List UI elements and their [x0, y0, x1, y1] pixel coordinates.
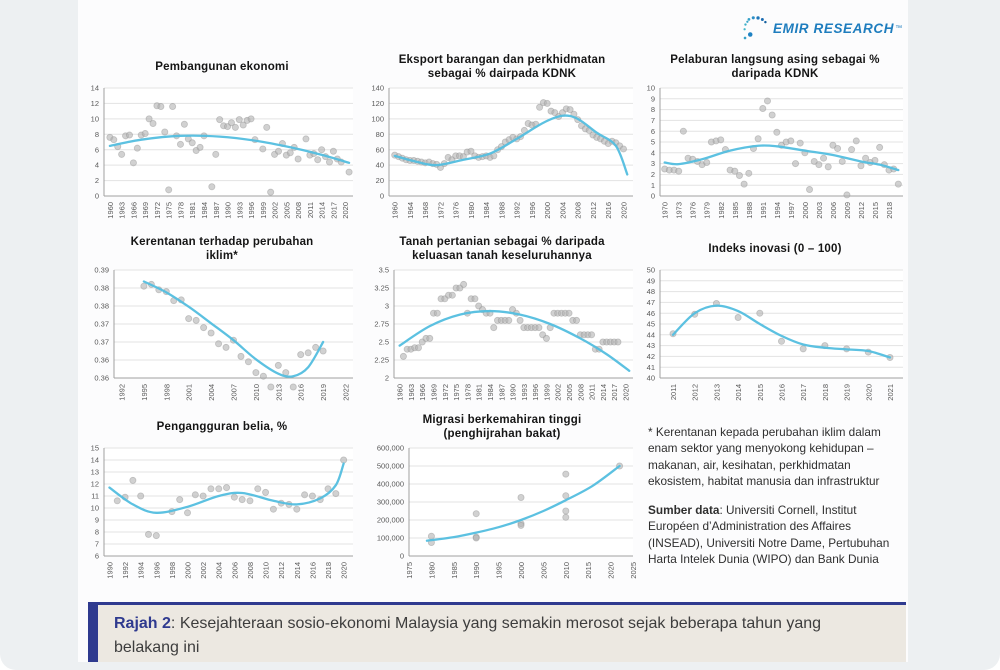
svg-text:600,000: 600,000 — [376, 444, 404, 453]
svg-text:2008: 2008 — [294, 202, 304, 219]
svg-text:1972: 1972 — [440, 384, 450, 401]
svg-text:2002: 2002 — [553, 384, 563, 401]
svg-text:2012: 2012 — [277, 562, 287, 579]
svg-text:42: 42 — [646, 352, 655, 361]
svg-text:0.38: 0.38 — [94, 283, 109, 293]
svg-text:2011: 2011 — [305, 202, 315, 219]
svg-text:2011: 2011 — [587, 384, 597, 401]
svg-text:2: 2 — [94, 176, 99, 186]
svg-text:11: 11 — [91, 491, 99, 501]
svg-text:2020: 2020 — [339, 562, 349, 579]
svg-text:0: 0 — [94, 191, 99, 201]
chart-title: Tanah pertanian sebagai % daripada keluasan tanah keseluruhannya — [399, 235, 605, 262]
svg-text:1963: 1963 — [406, 384, 416, 401]
svg-text:1981: 1981 — [188, 202, 198, 219]
svg-text:10: 10 — [90, 114, 99, 124]
source-label: Sumber data — [648, 503, 720, 518]
svg-text:1966: 1966 — [418, 384, 428, 401]
svg-text:43: 43 — [646, 341, 655, 351]
svg-text:2015: 2015 — [584, 562, 594, 579]
svg-text:2005: 2005 — [539, 562, 549, 579]
svg-text:100,000: 100,000 — [376, 533, 404, 543]
svg-text:40: 40 — [375, 160, 384, 170]
caption-label: Rajah 2 — [114, 615, 171, 632]
scatter-plot-pelaburan-langsung-asing — [642, 84, 908, 234]
chart-title: Pembangunan ekonomi — [155, 60, 289, 73]
svg-text:1988: 1988 — [497, 202, 507, 219]
svg-text:1995: 1995 — [494, 562, 504, 579]
svg-text:2.75: 2.75 — [374, 319, 389, 329]
svg-text:0.36: 0.36 — [94, 355, 109, 365]
chart-title: Eksport barangan dan perkhidmatan sebagai % dairpada KDNK — [398, 53, 606, 80]
svg-text:7: 7 — [94, 539, 99, 549]
svg-text:2016: 2016 — [296, 384, 306, 401]
svg-text:1969: 1969 — [429, 384, 439, 401]
svg-text:10: 10 — [646, 84, 655, 93]
svg-text:300,000: 300,000 — [376, 497, 404, 507]
scatter-plot-indeks-inovasi — [642, 266, 908, 416]
svg-text:1990: 1990 — [472, 562, 482, 579]
svg-text:100: 100 — [371, 114, 384, 124]
svg-text:2020: 2020 — [621, 384, 631, 401]
svg-text:2002: 2002 — [270, 202, 280, 219]
chart-indeks-inovasi — [642, 232, 908, 416]
svg-text:2005: 2005 — [565, 384, 575, 401]
svg-text:2017: 2017 — [799, 384, 809, 401]
svg-text:1984: 1984 — [485, 384, 495, 401]
svg-text:1960: 1960 — [395, 384, 405, 401]
svg-text:50: 50 — [646, 266, 655, 275]
svg-text:140: 140 — [371, 84, 384, 93]
svg-text:2.25: 2.25 — [374, 355, 389, 365]
svg-text:0.37: 0.37 — [94, 337, 109, 347]
svg-text:2000: 2000 — [800, 202, 810, 219]
svg-text:500,000: 500,000 — [376, 461, 404, 471]
svg-text:0.38: 0.38 — [94, 301, 109, 311]
source-text: : Universiti Cornell, Institut Européen d’Administration des Affaires (INSEAD), Universiti Notre Dame, Pertubuhan Harta Intelek Dunia (WIPO) dan Bank Dunia — [648, 503, 890, 566]
svg-text:1968: 1968 — [421, 202, 431, 219]
svg-text:4: 4 — [94, 160, 99, 170]
svg-text:1993: 1993 — [519, 384, 529, 401]
svg-text:2022: 2022 — [341, 384, 351, 401]
svg-text:2014: 2014 — [734, 384, 744, 401]
svg-text:1990: 1990 — [223, 202, 233, 219]
svg-text:44: 44 — [646, 330, 655, 340]
svg-text:1985: 1985 — [449, 562, 459, 579]
svg-text:1990: 1990 — [508, 384, 518, 401]
svg-text:1999: 1999 — [258, 202, 268, 219]
scatter-plot-pembangunan-ekonomi — [86, 84, 358, 234]
svg-text:12: 12 — [90, 99, 99, 109]
chart-pelaburan-langsung-asing — [642, 50, 908, 234]
svg-text:41: 41 — [646, 362, 655, 372]
svg-text:20: 20 — [375, 176, 384, 186]
svg-text:2006: 2006 — [828, 202, 838, 219]
svg-text:12: 12 — [90, 479, 99, 489]
svg-text:2002: 2002 — [199, 562, 209, 579]
svg-text:2010: 2010 — [561, 562, 571, 579]
svg-text:0.37: 0.37 — [94, 319, 109, 329]
svg-text:2004: 2004 — [558, 202, 568, 219]
svg-text:15: 15 — [90, 444, 99, 453]
svg-text:2020: 2020 — [341, 202, 351, 219]
svg-text:2015: 2015 — [755, 384, 765, 401]
svg-text:1996: 1996 — [247, 202, 257, 219]
svg-text:2020: 2020 — [619, 202, 629, 219]
svg-text:1991: 1991 — [758, 202, 768, 219]
svg-text:0: 0 — [379, 191, 384, 201]
svg-text:6: 6 — [94, 145, 99, 155]
chart-eksport-kdnk — [366, 50, 638, 234]
svg-text:2018: 2018 — [820, 384, 830, 401]
chart-tanah-pertanian — [366, 232, 638, 416]
svg-text:2018: 2018 — [324, 562, 334, 579]
chart-title: Kerentanan terhadap perubahan iklim* — [130, 235, 314, 262]
scatter-plot-kerentanan-iklim — [86, 266, 358, 416]
svg-text:2020: 2020 — [606, 562, 616, 579]
chart-title: Pelaburan langsung asing sebagai % daripada KDNK — [670, 53, 880, 80]
svg-text:2010: 2010 — [251, 384, 261, 401]
svg-text:3.25: 3.25 — [374, 283, 389, 293]
svg-text:1985: 1985 — [730, 202, 740, 219]
figure-caption — [88, 602, 906, 662]
svg-text:45: 45 — [646, 319, 655, 329]
svg-text:1996: 1996 — [152, 562, 162, 579]
svg-text:2010: 2010 — [261, 562, 271, 579]
footnote-source — [648, 502, 906, 567]
svg-text:2009: 2009 — [842, 202, 852, 219]
svg-text:46: 46 — [646, 308, 655, 318]
svg-text:1994: 1994 — [136, 562, 146, 579]
svg-text:3.5: 3.5 — [378, 266, 389, 275]
svg-text:2001: 2001 — [184, 384, 194, 401]
svg-text:2011: 2011 — [669, 384, 679, 401]
svg-text:1988: 1988 — [744, 202, 754, 219]
svg-text:1978: 1978 — [463, 384, 473, 401]
svg-text:2008: 2008 — [576, 384, 586, 401]
svg-text:6: 6 — [94, 551, 99, 561]
svg-text:2016: 2016 — [604, 202, 614, 219]
svg-text:2017: 2017 — [329, 202, 339, 219]
svg-text:2: 2 — [650, 170, 655, 179]
svg-text:47: 47 — [646, 298, 655, 307]
svg-text:4: 4 — [650, 148, 655, 158]
svg-text:2013: 2013 — [274, 384, 284, 401]
svg-text:2018: 2018 — [884, 202, 894, 219]
svg-text:1982: 1982 — [716, 202, 726, 219]
svg-text:60: 60 — [375, 145, 384, 155]
chart-title: Indeks inovasi (0 – 100) — [708, 242, 842, 255]
svg-text:1960: 1960 — [390, 202, 400, 219]
svg-text:10: 10 — [90, 503, 99, 513]
svg-text:2006: 2006 — [230, 562, 240, 579]
svg-text:2019: 2019 — [319, 384, 329, 401]
svg-text:1998: 1998 — [162, 384, 172, 401]
svg-text:9: 9 — [650, 94, 655, 104]
svg-text:1976: 1976 — [688, 202, 698, 219]
svg-text:7: 7 — [650, 116, 655, 125]
svg-text:1992: 1992 — [512, 202, 522, 219]
svg-text:2021: 2021 — [885, 384, 895, 401]
svg-text:1975: 1975 — [452, 384, 462, 401]
svg-text:0.36: 0.36 — [94, 373, 109, 383]
svg-text:1: 1 — [650, 180, 655, 190]
svg-text:2012: 2012 — [856, 202, 866, 219]
svg-text:1964: 1964 — [405, 202, 415, 219]
scatter-plot-tanah-pertanian — [366, 266, 638, 416]
svg-text:1993: 1993 — [235, 202, 245, 219]
svg-text:120: 120 — [371, 99, 384, 109]
svg-text:2000: 2000 — [543, 202, 553, 219]
svg-text:2025: 2025 — [629, 562, 638, 579]
svg-text:1990: 1990 — [105, 562, 115, 579]
svg-text:1984: 1984 — [199, 202, 209, 219]
svg-text:1969: 1969 — [141, 202, 151, 219]
chart-migrasi-berkemahiran — [366, 410, 638, 594]
svg-text:1992: 1992 — [117, 384, 127, 401]
svg-text:8: 8 — [94, 129, 99, 139]
logo-text: EMIR RESEARCH — [773, 20, 895, 36]
svg-text:13: 13 — [90, 467, 99, 477]
svg-text:9: 9 — [94, 515, 99, 525]
svg-text:2016: 2016 — [777, 384, 787, 401]
svg-text:14: 14 — [90, 84, 99, 93]
svg-text:6: 6 — [650, 126, 655, 136]
svg-text:2004: 2004 — [207, 384, 217, 401]
svg-text:1960: 1960 — [105, 202, 115, 219]
svg-text:2020: 2020 — [864, 384, 874, 401]
svg-text:200,000: 200,000 — [376, 515, 404, 525]
footnote-asterisk: * Kerentanan kepada perubahan iklim dalam enam sektor yang menyokong kehidupan – makanan, air, kesihatan, perkhidmatan ekosistem, habitat manusia dan infrastruktur — [648, 425, 881, 488]
svg-text:1973: 1973 — [674, 202, 684, 219]
svg-text:3: 3 — [384, 301, 389, 311]
svg-text:8: 8 — [650, 105, 655, 115]
svg-text:2012: 2012 — [690, 384, 700, 401]
svg-text:1970: 1970 — [660, 202, 670, 219]
logo-trademark: ™ — [895, 24, 903, 32]
svg-text:1981: 1981 — [474, 384, 484, 401]
svg-text:1979: 1979 — [702, 202, 712, 219]
svg-text:2014: 2014 — [292, 562, 302, 579]
svg-text:2008: 2008 — [245, 562, 255, 579]
svg-text:1987: 1987 — [211, 202, 221, 219]
svg-text:1996: 1996 — [527, 202, 537, 219]
svg-text:1978: 1978 — [176, 202, 186, 219]
svg-text:2.5: 2.5 — [378, 337, 389, 347]
svg-text:1972: 1972 — [436, 202, 446, 219]
scatter-plot-pengangguran-belia — [86, 444, 358, 594]
svg-text:2014: 2014 — [598, 384, 608, 401]
svg-text:1976: 1976 — [451, 202, 461, 219]
svg-text:1999: 1999 — [542, 384, 552, 401]
svg-text:1963: 1963 — [117, 202, 127, 219]
svg-text:1980: 1980 — [466, 202, 476, 219]
chart-title: Pengangguran belia, % — [156, 420, 288, 433]
svg-text:2004: 2004 — [214, 562, 224, 579]
svg-text:0.39: 0.39 — [94, 266, 109, 275]
svg-text:2019: 2019 — [842, 384, 852, 401]
dotted-globe-icon — [742, 13, 768, 43]
svg-text:2015: 2015 — [870, 202, 880, 219]
svg-text:48: 48 — [646, 287, 655, 297]
svg-text:0: 0 — [650, 191, 655, 201]
svg-text:3: 3 — [650, 159, 655, 169]
scatter-plot-migrasi-berkemahiran — [366, 444, 638, 594]
svg-text:2000: 2000 — [517, 562, 526, 579]
svg-text:1975: 1975 — [405, 562, 414, 579]
caption-text: : Kesejahteraan sosio-ekonomi Malaysia yang semakin merosot sejak beberapa tahun yang belakang ini — [114, 615, 822, 656]
svg-text:1998: 1998 — [167, 562, 177, 579]
svg-text:2008: 2008 — [573, 202, 583, 219]
svg-text:2014: 2014 — [317, 202, 327, 219]
svg-text:2016: 2016 — [308, 562, 318, 579]
emir-research-logo — [742, 11, 922, 45]
svg-text:1992: 1992 — [121, 562, 131, 579]
svg-text:1994: 1994 — [772, 202, 782, 219]
svg-text:1980: 1980 — [427, 562, 437, 579]
svg-text:1972: 1972 — [152, 202, 162, 219]
svg-text:1995: 1995 — [139, 384, 149, 401]
svg-text:2012: 2012 — [588, 202, 598, 219]
svg-text:80: 80 — [375, 129, 384, 139]
svg-text:400,000: 400,000 — [376, 479, 404, 489]
svg-text:2017: 2017 — [610, 384, 620, 401]
chart-pengangguran-belia — [86, 410, 358, 594]
svg-text:1996: 1996 — [531, 384, 541, 401]
footnote-block — [648, 424, 906, 580]
chart-title: Migrasi berkemahiran tinggi (penghijrahan bakat) — [422, 413, 582, 440]
svg-text:2013: 2013 — [712, 384, 722, 401]
svg-text:2005: 2005 — [282, 202, 292, 219]
svg-text:1966: 1966 — [129, 202, 139, 219]
svg-text:5: 5 — [650, 137, 655, 147]
chart-kerentanan-iklim — [86, 232, 358, 416]
svg-text:2: 2 — [384, 373, 389, 383]
svg-text:1975: 1975 — [164, 202, 174, 219]
svg-text:14: 14 — [90, 455, 99, 465]
svg-text:49: 49 — [646, 276, 655, 286]
svg-text:1997: 1997 — [786, 202, 796, 219]
svg-text:40: 40 — [646, 373, 655, 383]
svg-text:2000: 2000 — [183, 562, 193, 579]
svg-text:2007: 2007 — [229, 384, 239, 401]
svg-text:1984: 1984 — [482, 202, 492, 219]
chart-pembangunan-ekonomi — [86, 50, 358, 234]
svg-text:2003: 2003 — [814, 202, 824, 219]
svg-text:8: 8 — [94, 527, 99, 537]
svg-text:0: 0 — [399, 551, 404, 561]
scatter-plot-eksport-kdnk — [366, 84, 638, 234]
svg-text:1987: 1987 — [497, 384, 507, 401]
